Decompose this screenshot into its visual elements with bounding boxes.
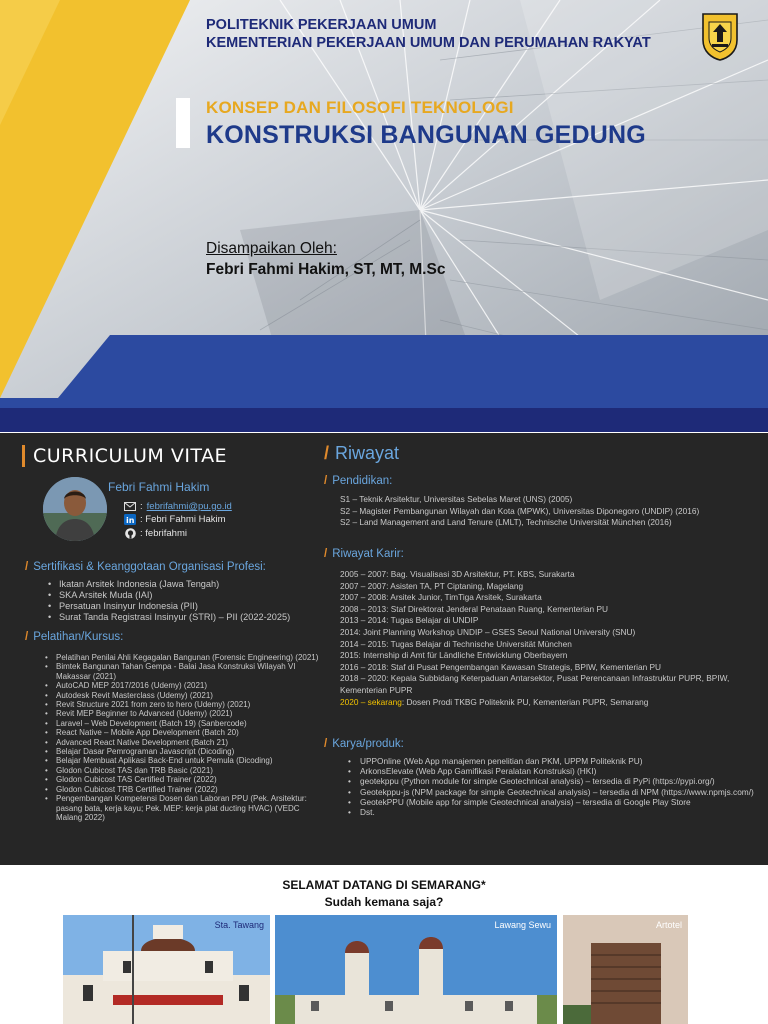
list-item: 2013 – 2014: Tugas Belajar di UNDIP [340,615,479,626]
cv-slide [0,433,768,865]
github-icon [124,529,136,539]
karya-heading-text: Karya/produk: [332,738,404,750]
certification-list [59,579,309,623]
institution-name [206,16,651,52]
title-slide [0,0,768,432]
certification-heading-text: Sertifikasi & Keanggotaan Organisasi Profesi: [33,561,266,573]
skyscraper-background [0,0,768,432]
contact-email [124,501,232,512]
photo-lawang-sewu [275,915,557,1024]
list-item: • SKA Arsitek Muda (IAI) [59,590,309,601]
list-item: • Bimtek Bangunan Tahan Gempa - Balai Jasa Konstruksi Wilayah VI Makassar (2021) [56,662,322,681]
list-item: 2016 – 2018: Staf di Pusat Pengembangan Kawasan Strategis, BPIW, Kementerian PU [340,661,662,672]
education-list [340,494,760,529]
mail-icon [124,502,136,512]
list-item: 2015: Internship di Amt für Ländliche Entwicklung Oberbayern [340,650,568,661]
list-item: • ArkonsElevate (Web App Gamifikasi Peralatan Konstruksi) (HKI) [360,766,760,776]
list-item: 2005 – 2007: Bag. Visualisasi 3D Arsitektur, PT. KBS, Surakarta [340,569,575,579]
github-username[interactable]: : febrifahmi [140,528,187,539]
photo-sta-tawang [63,915,270,1024]
list-item: S1 – Teknik Arsitektur, Universitas Sebelas Maret (UNS) (2005) [340,494,573,504]
lawang-sewu-image [275,915,557,1024]
photo-caption: Artotel [655,920,682,930]
list-item: 2018 – 2020: Kepala Subbidang Keterpaduan Antarsektor, Pusat Perencanaan Infrastruktur PUPR, BPIW, Kementerian PUPR [340,673,730,695]
list-item: 2014: Joint Planning Workshop UNDIP – GSES Seoul National University (SNU) [340,626,636,637]
email-link[interactable]: febrifahmi@pu.go.id [146,501,232,512]
list-item: • Dst. [360,807,760,817]
list-item: • Revit Structure 2021 from zero to hero (Udemy) (2021) [56,700,322,709]
contact-github [124,528,187,539]
artotel-image [563,915,688,1024]
riwayat-heading: / Riwayat [324,443,400,463]
semarang-slide [0,866,768,1024]
presentation-title-line-2: KONSTRUKSI BANGUNAN GEDUNG [206,121,646,149]
career-heading: / Riwayat Karir: [324,548,404,560]
list-item: • GeotekPPU (Mobile app for simple Geotechnical analysis) – tersedia di Google Play Store [360,797,760,807]
cv-heading: CURRICULUM VITAE [22,445,227,467]
photo-artotel [563,915,688,1024]
list-item: • Glodon Cubicost TAS dan TRB Basic (2021) [56,766,322,775]
photo-caption: Lawang Sewu [494,920,551,930]
station-image [63,915,270,1024]
welcome-subtitle: Sudah kemana saja? [324,895,444,909]
portrait-photo [43,477,107,541]
current-position: : Dosen Prodi TKBG Politeknik PU, Kementerian PUPR, Semarang [401,696,649,707]
list-item-current [340,697,760,709]
karya-heading: / Karya/produk: [324,738,404,750]
svg-text:in: in [126,516,135,525]
training-heading-text: Pelatihan/Kursus: [33,631,124,643]
presented-by-label: Disampaikan Oleh: [206,240,337,257]
riwayat-heading-text: Riwayat [335,443,400,463]
list-item: 2007 – 2007: Asisten TA, PT Ciptaning, Magelang [340,580,524,591]
institution-line-1: POLITEKNIK PEKERJAAN UMUM [206,17,437,33]
list-item: • Belajar Membuat Aplikasi Back-End untuk Pemula (Dicoding) [56,756,322,765]
career-heading-text: Riwayat Karir: [332,548,404,560]
list-item: • Advanced React Native Development (Batch 21) [56,738,322,747]
photo-caption: Sta. Tawang [214,920,264,930]
list-item: • Revit MEP Beginner to Advanced (Udemy) (2021) [56,709,322,718]
institution-line-2: KEMENTERIAN PEKERJAAN UMUM DAN PERUMAHAN RAKYAT [206,35,651,51]
pupr-logo-icon [695,10,745,62]
list-item: • Belajar Dasar Pemrograman Javascript (Dicoding) [56,747,322,756]
list-item: • Glodon Cubicost TAS Certified Trainer (2022) [56,775,322,784]
current-period: 2020 – sekarang [340,696,402,707]
list-item: 2008 – 2013: Staf Direktorat Jenderal Penataan Ruang, Kementerian PU [340,603,608,614]
training-heading: / Pelatihan/Kursus: [25,631,124,643]
product-list [360,756,760,817]
profile-name: Febri Fahmi Hakim [108,480,210,494]
list-item: • React Native – Mobile App Development (Batch 20) [56,728,322,737]
presenter-name: Febri Fahmi Hakim, ST, MT, M.Sc [206,261,446,278]
training-list [56,653,322,822]
contact-linkedin [124,514,226,525]
list-item: • Glodon Cubicost TRB Certified Trainer (2022) [56,785,322,794]
list-item: • Laravel – Web Development (Batch 19) (Sanbercode) [56,719,322,728]
linkedin-icon [124,515,136,525]
title-accent-bar [176,98,190,148]
list-item: • Surat Tanda Registrasi Insinyur (STRI) – PII (2022-2025) [59,612,309,623]
list-item: • AutoCAD MEP 2017/2016 (Udemy) (2021) [56,681,322,690]
list-item: • Pelatihan Penilai Ahli Kegagalan Bangunan (Forensic Engineering) (2021) [56,653,322,662]
list-item: • UPPOnline (Web App manajemen penelitian dan PKM, UPPM Politeknik PU) [360,756,760,766]
linkedin-name[interactable]: : Febri Fahmi Hakim [140,514,226,525]
list-item: S2 – Magister Pembangunan Wilayah dan Kota (MPWK), Universitas Diponegoro (UNDIP) (2016) [340,505,700,516]
list-item: • geotekppu (Python module for simple Geotechnical analysis) – tersedia di PyPi (https://pypi.org/) [360,776,760,786]
list-item: 2007 – 2008: Arsitek Junior, TimTiga Arsitek, Surakarta [340,592,542,603]
list-item: S2 – Land Management and Land Tenure (LMLT), Technische Universität München (2016) [340,517,672,528]
avatar [43,477,107,541]
list-item: 2014 – 2015: Tugas Belajar di Technische Universität München [340,638,572,649]
education-heading: / Pendidikan: [324,475,393,487]
certification-heading: / Sertifikasi & Keanggotaan Organisasi Profesi: [25,561,266,573]
list-item: • Pengembangan Kompetensi Dosen dan Laboran PPU (Pek. Arsitektur: pasang bata, kerja kayu; Pek. MEP: kerja plat ducting HVAC) (VEDC Malang 2022) [56,794,322,822]
list-item: • Persatuan Insinyur Indonesia (PII) [59,601,309,612]
presentation-title-line-1: KONSEP DAN FILOSOFI TEKNOLOGI [206,98,514,117]
welcome-title: SELAMAT DATANG DI SEMARANG* [282,878,486,892]
list-item: • Autodesk Revit Masterclass (Udemy) (2021) [56,691,322,700]
email-prefix: : [140,501,143,512]
list-item: • Ikatan Arsitek Indonesia (Jawa Tengah) [59,579,309,590]
career-list [340,569,760,708]
list-item: • Geotekppu-js (NPM package for simple Geotechnical analysis) – tersedia di NPM (https://www.npmjs.com/) [360,787,760,797]
education-heading-text: Pendidikan: [332,475,393,487]
